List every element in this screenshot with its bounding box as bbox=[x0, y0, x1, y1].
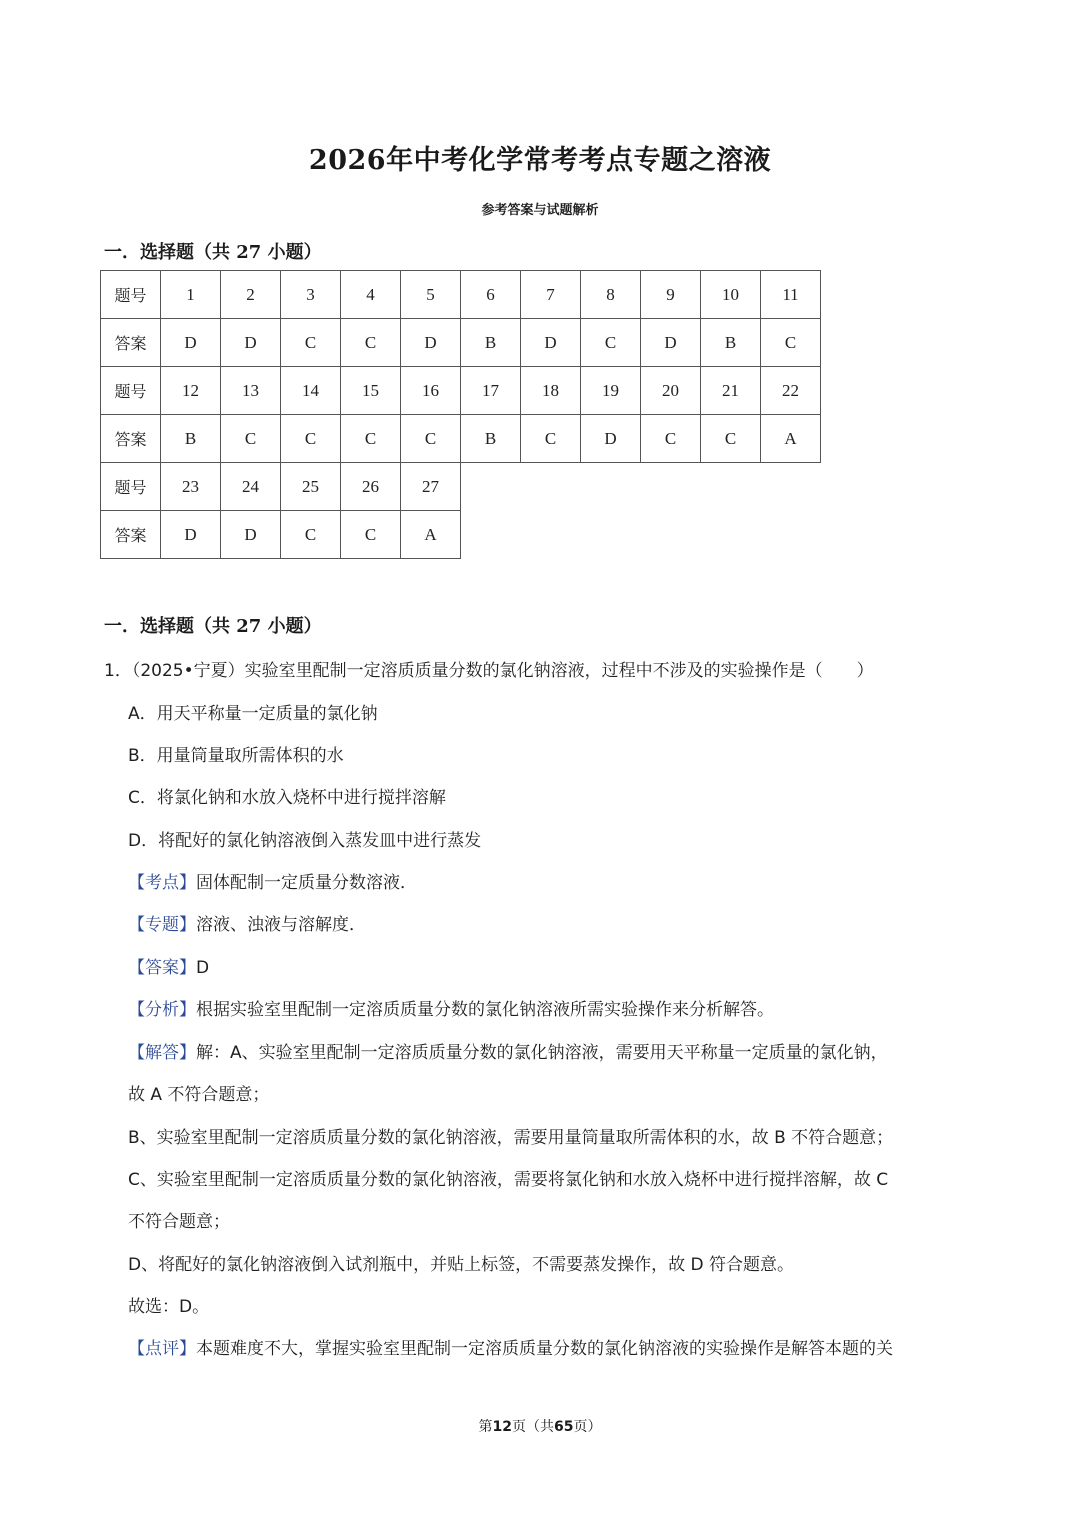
question-number-cell: 8 bbox=[581, 271, 641, 319]
table-row-answers bbox=[101, 415, 821, 463]
jieda-line-6: D、将配好的氯化钠溶液倒入试剂瓶中，并贴上标签，不需要蒸发操作，故 D 符合题意。 bbox=[128, 1255, 794, 1275]
question-number-cell: 14 bbox=[281, 367, 341, 415]
question-number-cell: 11 bbox=[761, 271, 821, 319]
empty-cell bbox=[761, 511, 821, 559]
table-row-question-numbers bbox=[101, 271, 821, 319]
kaodian-tag: 【考点】 bbox=[128, 873, 196, 893]
footer-suffix: 页） bbox=[573, 1419, 602, 1435]
question-number-label: 题号 bbox=[101, 367, 161, 415]
question-number-cell: 19 bbox=[581, 367, 641, 415]
answer-cell: C bbox=[761, 319, 821, 367]
question-number-cell: 4 bbox=[341, 271, 401, 319]
answer-cell: A bbox=[761, 415, 821, 463]
answer-cell: C bbox=[281, 511, 341, 559]
empty-cell bbox=[521, 511, 581, 559]
answer-cell: D bbox=[641, 319, 701, 367]
answer-cell: D bbox=[581, 415, 641, 463]
jieda-line-4: C、实验室里配制一定溶质质量分数的氯化钠溶液，需要将氯化钠和水放入烧杯中进行搅拌溶解，故 C bbox=[128, 1170, 889, 1190]
answer-cell: D bbox=[161, 511, 221, 559]
answer-key-table bbox=[100, 270, 821, 559]
answer-cell: C bbox=[581, 319, 641, 367]
answer-cell: C bbox=[341, 415, 401, 463]
question-number-cell: 20 bbox=[641, 367, 701, 415]
empty-cell bbox=[581, 463, 641, 511]
answer-cell: B bbox=[701, 319, 761, 367]
question-number-cell: 17 bbox=[461, 367, 521, 415]
question-number-cell: 3 bbox=[281, 271, 341, 319]
dianping-tag: 【点评】 bbox=[128, 1339, 196, 1359]
question-number-label: 题号 bbox=[101, 463, 161, 511]
question-number-cell: 21 bbox=[701, 367, 761, 415]
zhuanti-text: 溶液、浊液与溶解度． bbox=[196, 915, 366, 935]
empty-cell bbox=[761, 463, 821, 511]
answer-cell: C bbox=[281, 415, 341, 463]
answer-label: 答案 bbox=[101, 415, 161, 463]
question-number-cell: 27 bbox=[401, 463, 461, 511]
footer-prefix: 第 bbox=[478, 1419, 493, 1435]
daan-line bbox=[128, 953, 209, 978]
kaodian-line bbox=[128, 868, 417, 893]
answer-cell: D bbox=[221, 511, 281, 559]
kaodian-text: 固体配制一定质量分数溶液． bbox=[196, 873, 417, 893]
question-number-cell: 26 bbox=[341, 463, 401, 511]
question-number-label: 题号 bbox=[101, 271, 161, 319]
section-heading-questions: 一．选择题（共 27 小题） bbox=[104, 616, 322, 637]
table-row-answers bbox=[101, 319, 821, 367]
answer-cell: C bbox=[281, 319, 341, 367]
footer-page-number: 12 bbox=[492, 1419, 512, 1435]
table-row-question-numbers bbox=[101, 367, 821, 415]
answer-cell: B bbox=[461, 319, 521, 367]
answer-cell: A bbox=[401, 511, 461, 559]
answer-cell: B bbox=[461, 415, 521, 463]
question-number-cell: 5 bbox=[401, 271, 461, 319]
answer-cell: C bbox=[641, 415, 701, 463]
question-number-cell: 7 bbox=[521, 271, 581, 319]
fenxi-text: 根据实验室里配制一定溶质质量分数的氯化钠溶液所需实验操作来分析解答。 bbox=[196, 1000, 774, 1020]
answer-cell: C bbox=[401, 415, 461, 463]
answer-cell: C bbox=[221, 415, 281, 463]
question-number-cell: 23 bbox=[161, 463, 221, 511]
answer-cell: C bbox=[701, 415, 761, 463]
dianping-line bbox=[128, 1334, 893, 1359]
question-number-cell: 13 bbox=[221, 367, 281, 415]
option-c: C．将氯化钠和水放入烧杯中进行搅拌溶解 bbox=[128, 788, 446, 808]
fenxi-line bbox=[128, 995, 774, 1020]
jieda-line-5: 不符合题意； bbox=[128, 1212, 230, 1232]
jieda-text-1: 解：A、实验室里配制一定溶质质量分数的氯化钠溶液，需要用天平称量一定质量的氯化钠， bbox=[196, 1043, 888, 1063]
question-number-cell: 9 bbox=[641, 271, 701, 319]
page-footer bbox=[0, 1416, 1080, 1436]
empty-cell bbox=[641, 463, 701, 511]
table-row-question-numbers bbox=[101, 463, 821, 511]
option-a: A．用天平称量一定质量的氯化钠 bbox=[128, 704, 378, 724]
question-number-cell: 2 bbox=[221, 271, 281, 319]
question-number-cell: 24 bbox=[221, 463, 281, 511]
answer-cell: B bbox=[161, 415, 221, 463]
empty-cell bbox=[581, 511, 641, 559]
question-number-cell: 22 bbox=[761, 367, 821, 415]
footer-total-pages: 65 bbox=[554, 1419, 574, 1435]
section-heading-answer-key: 一．选择题（共 27 小题） bbox=[104, 242, 322, 263]
answer-label: 答案 bbox=[101, 511, 161, 559]
question-stem: 1．（2025•宁夏）实验室里配制一定溶质质量分数的氯化钠溶液，过程中不涉及的实验操作是（ ） bbox=[104, 661, 874, 681]
answer-label: 答案 bbox=[101, 319, 161, 367]
question-number-cell: 6 bbox=[461, 271, 521, 319]
zhuanti-line bbox=[128, 910, 366, 935]
answer-cell: C bbox=[341, 319, 401, 367]
answer-cell: D bbox=[521, 319, 581, 367]
fenxi-tag: 【分析】 bbox=[128, 1000, 196, 1020]
question-number-cell: 25 bbox=[281, 463, 341, 511]
question-number-cell: 10 bbox=[701, 271, 761, 319]
jieda-line-1 bbox=[128, 1038, 888, 1063]
answer-cell: D bbox=[221, 319, 281, 367]
zhuanti-tag: 【专题】 bbox=[128, 915, 196, 935]
question-number-cell: 12 bbox=[161, 367, 221, 415]
question-number-cell: 1 bbox=[161, 271, 221, 319]
empty-cell bbox=[521, 463, 581, 511]
jieda-line-2: 故 A 不符合题意； bbox=[128, 1085, 270, 1105]
jieda-line-7: 故选：D。 bbox=[128, 1297, 210, 1317]
empty-cell bbox=[701, 463, 761, 511]
answer-cell: D bbox=[401, 319, 461, 367]
option-b: B．用量筒量取所需体积的水 bbox=[128, 746, 344, 766]
empty-cell bbox=[701, 511, 761, 559]
jieda-line-3: B、实验室里配制一定溶质质量分数的氯化钠溶液，需要用量筒量取所需体积的水，故 B 不符合题意； bbox=[128, 1128, 894, 1148]
question-number-cell: 18 bbox=[521, 367, 581, 415]
footer-middle: 页（共 bbox=[512, 1419, 554, 1435]
question-number-cell: 16 bbox=[401, 367, 461, 415]
empty-cell bbox=[461, 511, 521, 559]
dianping-text: 本题难度不大，掌握实验室里配制一定溶质质量分数的氯化钠溶液的实验操作是解答本题的关 bbox=[196, 1339, 893, 1359]
page-subtitle: 参考答案与试题解析 bbox=[481, 203, 599, 218]
daan-text: D bbox=[196, 958, 210, 978]
answer-cell: C bbox=[521, 415, 581, 463]
question-number-cell: 15 bbox=[341, 367, 401, 415]
empty-cell bbox=[461, 463, 521, 511]
option-d: D．将配好的氯化钠溶液倒入蒸发皿中进行蒸发 bbox=[128, 831, 482, 851]
jieda-tag: 【解答】 bbox=[128, 1043, 196, 1063]
answer-cell: D bbox=[161, 319, 221, 367]
answer-cell: C bbox=[341, 511, 401, 559]
table-row-answers bbox=[101, 511, 821, 559]
page-title: 2026年中考化学常考考点专题之溶液 bbox=[308, 145, 772, 176]
daan-tag: 【答案】 bbox=[128, 958, 196, 978]
empty-cell bbox=[641, 511, 701, 559]
